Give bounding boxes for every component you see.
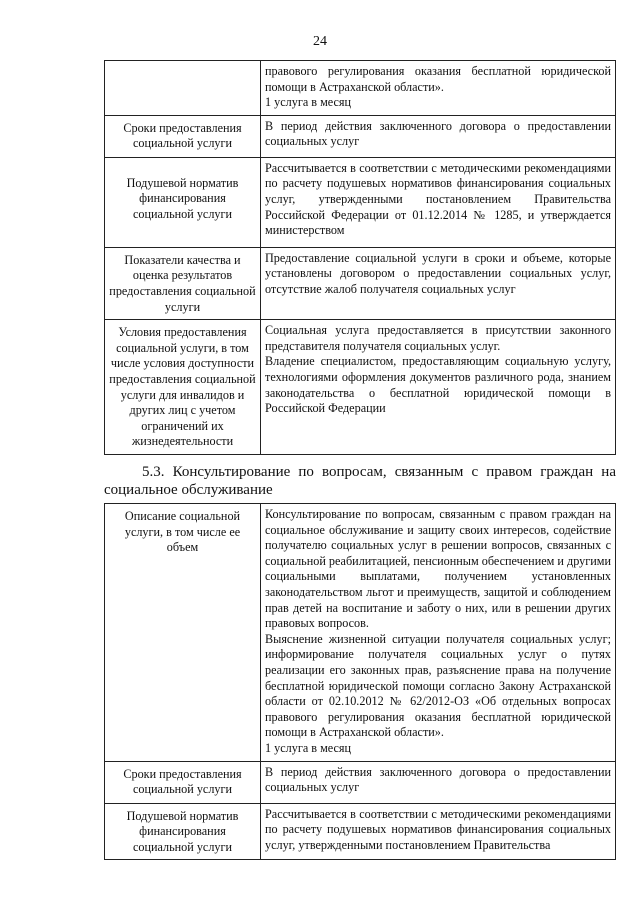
row-content bbox=[261, 61, 616, 116]
row-content bbox=[261, 115, 616, 157]
content-paragraph: правового регулирования оказания бесплатной юридической помощи в Астраханской области». bbox=[265, 64, 611, 94]
content-paragraph: Предоставление социальной услуги в сроки и объеме, которые установлены договором о предоставлении социальных услуг, отсутствие жалоб получателя социальных услуг bbox=[265, 250, 611, 296]
page-number: 24 bbox=[313, 34, 327, 49]
content-paragraph: Выяснение жизненной ситуации получателя социальных услуг; информирование получателя социальных услуг о путях реализации его законных прав, разъяснение права на получение бесплатной юридической помощи согласно Закону Астраханской области от 02.10.2012 № 62/2012-ОЗ «Об отдельных вопросах правового регулирования оказания бесплатной юридической помощи в Астраханской области». bbox=[265, 631, 611, 740]
row-label: Описание социальной услуги, в том числе ее объем bbox=[105, 504, 261, 762]
row-content bbox=[261, 504, 616, 762]
section-heading bbox=[104, 463, 616, 499]
row-label: Показатели качества и оценка результатов предоставления социальной услуги bbox=[105, 247, 261, 319]
row-content bbox=[261, 157, 616, 247]
row-label: Сроки предоставления социальной услуги bbox=[105, 115, 261, 157]
section-heading-text: 5.3. Консультирование по вопросам, связанным с правом граждан на социальное обслуживание bbox=[104, 464, 616, 498]
services-table-continued bbox=[104, 60, 616, 455]
content-paragraph: В период действия заключенного договора о предоставлении социальных услуг bbox=[265, 764, 611, 795]
content-paragraph: Социальная услуга предоставляется в присутствии законного представителя получателя социальных услуг. bbox=[265, 323, 611, 353]
row-label: Подушевой норматив финансирования социальной услуги bbox=[105, 157, 261, 247]
row-label: Условия предоставления социальной услуги, в том числе условия доступности предоставления социальной услуги для инвалидов и других лиц с учетом ограничений их жизнедеятельности bbox=[105, 320, 261, 455]
row-label: Подушевой норматив финансирования социальной услуги bbox=[105, 803, 261, 860]
content-paragraph: Рассчитывается в соответствии с методическими рекомендациями по расчету подушевых нормативов финансирования социальных услуг, утвержденными постановлением Правительства Российской Федерации от 01.12.2014 № 1285, и утверждается министерством bbox=[265, 160, 611, 238]
content-paragraph: 1 услуга в месяц bbox=[265, 740, 352, 755]
services-table bbox=[104, 503, 616, 860]
row-label bbox=[105, 61, 261, 116]
table-row bbox=[105, 61, 616, 116]
row-label: Сроки предоставления социальной услуги bbox=[105, 761, 261, 803]
table-row bbox=[105, 761, 616, 803]
table-row bbox=[105, 115, 616, 157]
table-row bbox=[105, 504, 616, 762]
content-paragraph: Рассчитывается в соответствии с методическими рекомендациями по расчету подушевых нормативов финансирования социальных услуг, утвержденными постановлением Правительства bbox=[265, 806, 611, 852]
table-row bbox=[105, 803, 616, 860]
content-paragraph: 1 услуга в месяц bbox=[265, 95, 352, 110]
row-content bbox=[261, 803, 616, 860]
content-paragraph: В период действия заключенного договора о предоставлении социальных услуг bbox=[265, 118, 611, 149]
row-content bbox=[261, 761, 616, 803]
table-row bbox=[105, 157, 616, 247]
table-row bbox=[105, 247, 616, 319]
content-paragraph: Владение специалистом, предоставляющим социальную услугу, технологиями оформления документов различного рода, знанием законодательства о бесплатной юридической помощи в Российской Федерации bbox=[265, 354, 611, 416]
content-paragraph: Консультирование по вопросам, связанным с правом граждан на социальное обслуживание и защиту своих интересов, содействие получателю социальных услуг в решении вопросов, связанных с социальной реабилитацией, пенсионным обеспечением и другими социальными выплатами, получением установленных законодательством льгот и преимуществ, защитой и соблюдением прав детей на воспитание и заботу о них, или в решении других правовых вопросов. bbox=[265, 507, 611, 631]
table-row bbox=[105, 320, 616, 455]
row-content bbox=[261, 247, 616, 319]
row-content bbox=[261, 320, 616, 455]
